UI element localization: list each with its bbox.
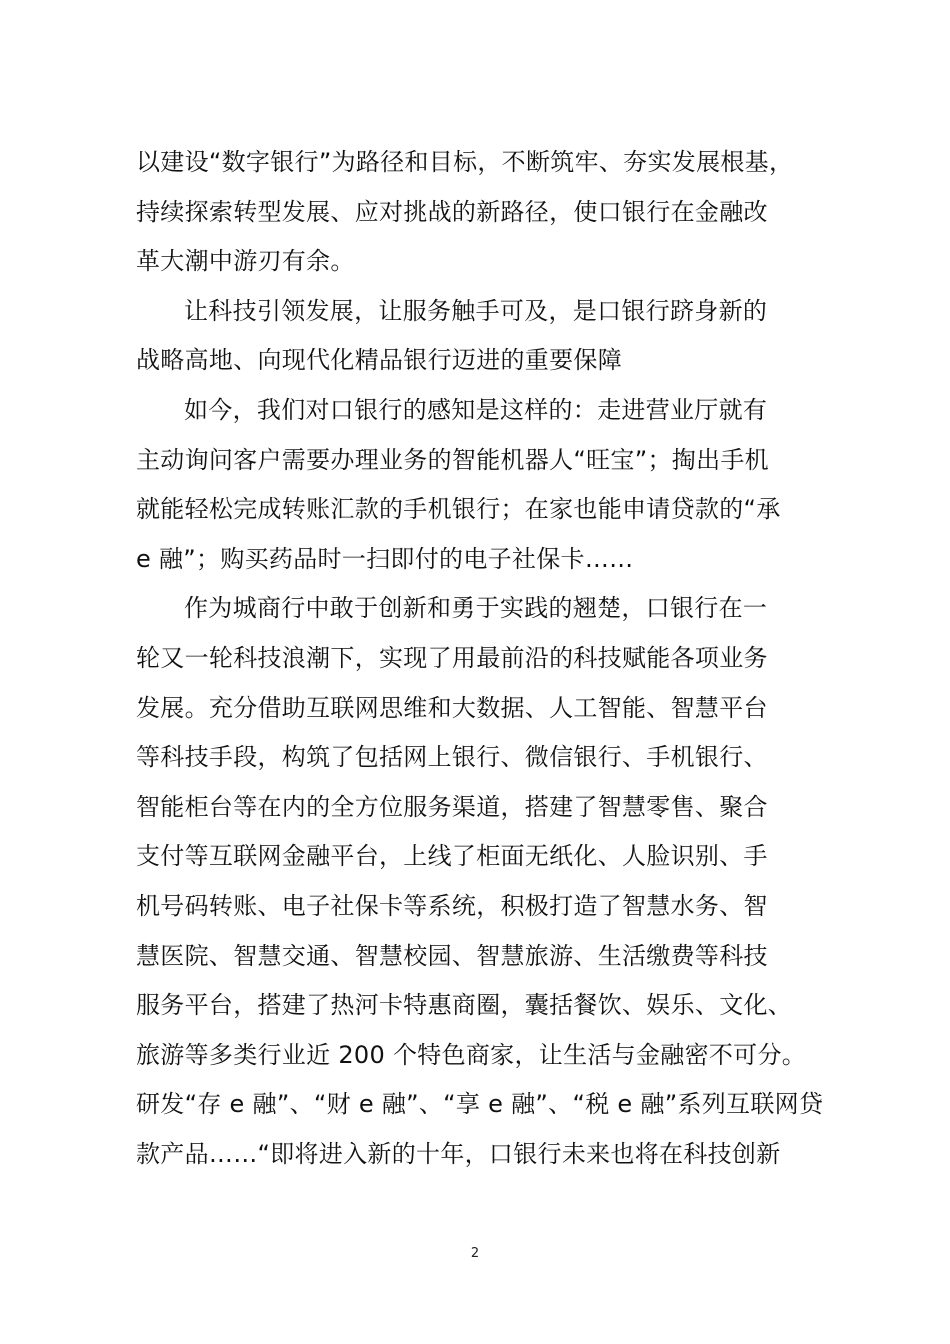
text-line: 发展。充分借助互联网思维和大数据、人工智能、智慧平台	[136, 693, 768, 722]
paragraph-first-line: 如今，我们对口银行的感知是这样的：走进营业厅就有	[184, 395, 768, 424]
paragraph-first-line: 作为城商行中敢于创新和勇于实践的翘楚，口银行在一	[184, 594, 768, 623]
text-line: 等科技手段，构筑了包括网上银行、微信银行、手机银行、	[136, 743, 768, 772]
text-line: 革大潮中游刃有余。	[136, 247, 355, 276]
text-line: 支付等互联网金融平台，上线了柜面无纸化、人脸识别、手	[136, 842, 768, 871]
text-line: 以建设“数字银行”为路径和目标，不断筑牢、夯实发展根基，	[136, 148, 794, 176]
text-line: 就能轻松完成转账汇款的手机银行；在家也能申请贷款的“承	[136, 495, 781, 524]
paragraph-first-line: 让科技引领发展，让服务触手可及，是口银行跻身新的	[184, 296, 768, 325]
text-line: 持续探索转型发展、应对挑战的新路径，使口银行在金融改	[136, 197, 768, 226]
page-number: 2	[470, 1246, 480, 1261]
text-line: 主动询问客户需要办理业务的智能机器人“旺宝”；掏出手机	[136, 445, 769, 474]
text-line: 战略高地、向现代化精品银行迈进的重要保障	[136, 346, 622, 375]
text-line: 研发“存 e 融”、“财 e 融”、“享 e 融”、“税 e 融”系列互联网贷	[136, 1090, 824, 1119]
text-line: 智能柜台等在内的全方位服务渠道，搭建了智慧零售、聚合	[136, 792, 768, 821]
text-line: e 融”；购买药品时一扫即付的电子社保卡……	[136, 544, 634, 573]
text-line: 轮又一轮科技浪潮下，实现了用最前沿的科技赋能各项业务	[136, 643, 768, 672]
text-line: 款产品……“即将进入新的十年，口银行未来也将在科技创新	[136, 1139, 781, 1168]
text-line: 旅游等多类行业近 200 个特色商家，让生活与金融密不可分。	[136, 1040, 807, 1069]
text-line: 服务平台，搭建了热河卡特惠商圈，囊括餐饮、娱乐、文化、	[136, 991, 793, 1020]
text-line: 机号码转账、电子社保卡等系统，积极打造了智慧水务、智	[136, 891, 768, 920]
body-text	[136, 138, 836, 1179]
text-line: 慧医院、智慧交通、智慧校园、智慧旅游、生活缴费等科技	[136, 941, 768, 970]
